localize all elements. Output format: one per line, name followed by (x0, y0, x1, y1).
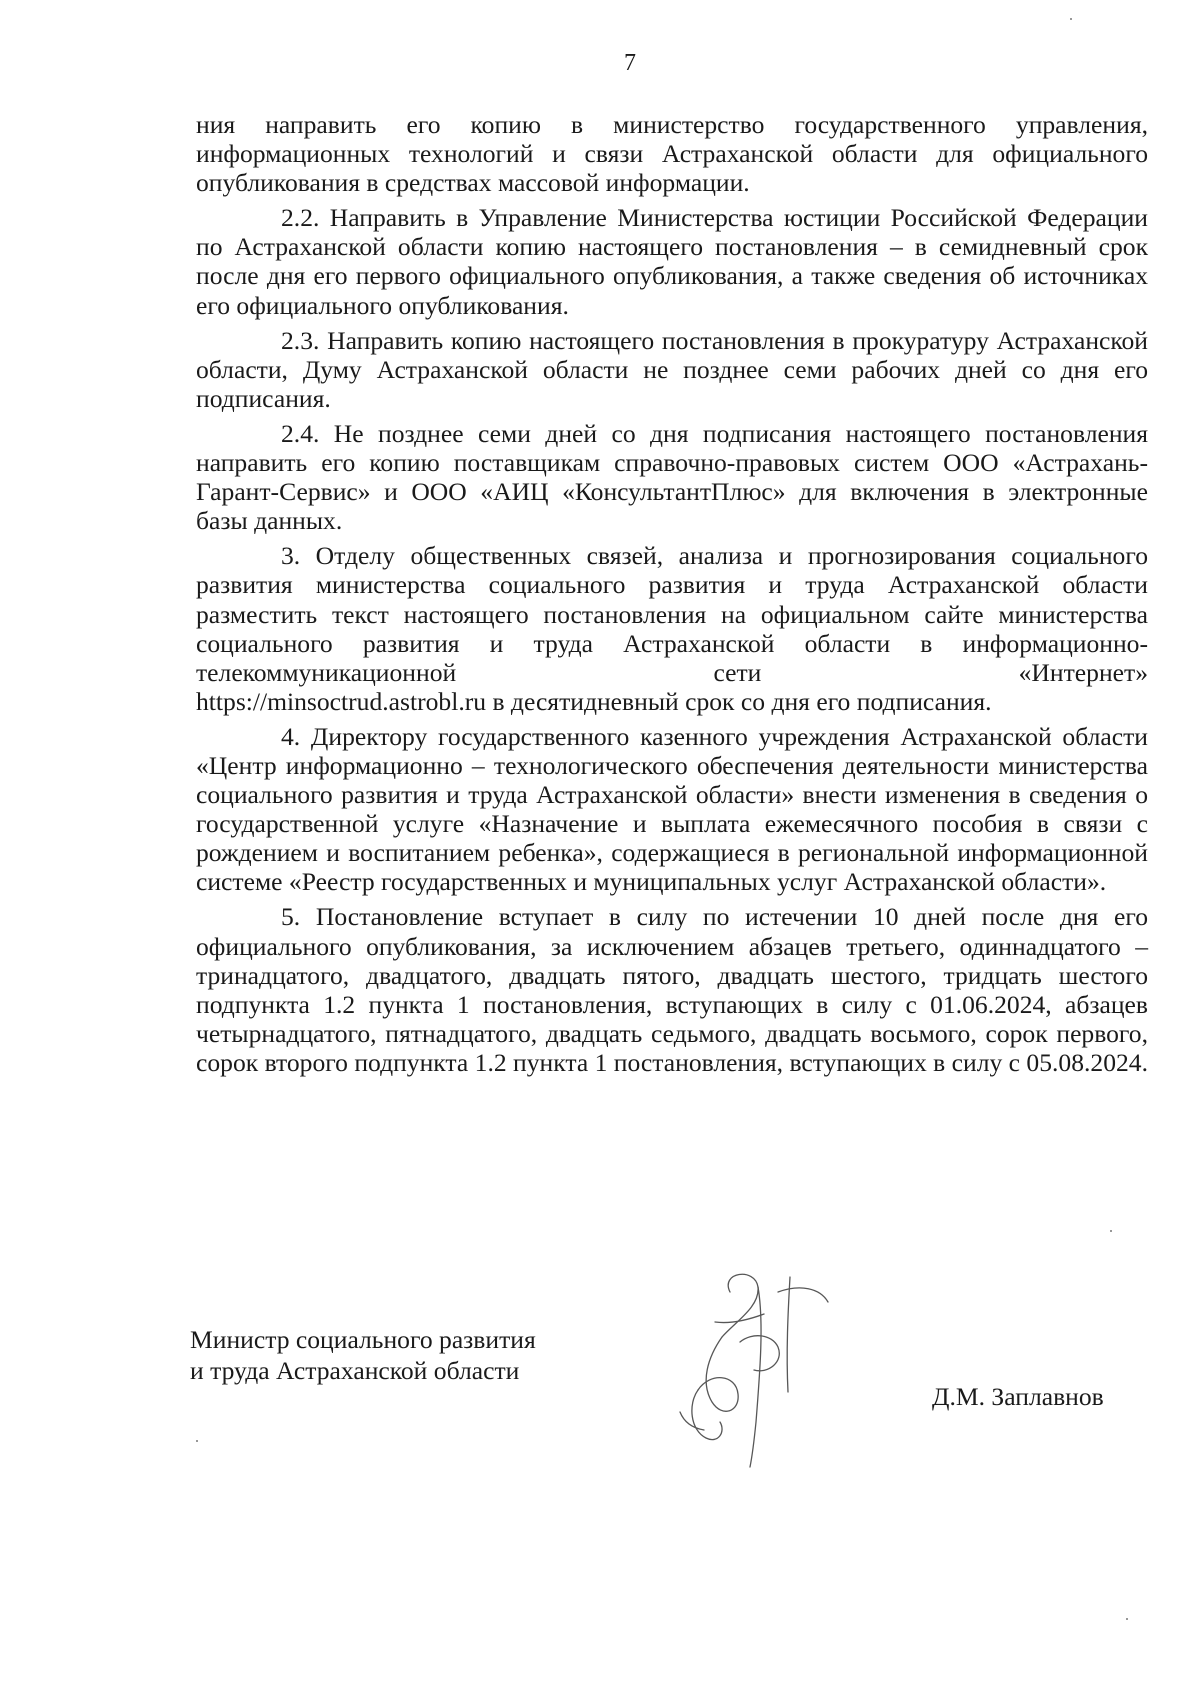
handwritten-signature (660, 1262, 840, 1472)
scan-speck (1110, 1230, 1112, 1232)
paragraph-5: 5. Постановление вступает в силу по истечении 10 дней после дня его официального опубликования, за исключением абзацев третьего, одиннадцатого – тринадцатого, двадцатого, двадцать пятого, двадцать шестого, тридцать шестого подпункта 1.2 пункта 1 постановления, вступающих в силу с 01.06.2024, абзацев четырнадцатого, пятнадцатого, двадцать седьмого, двадцать восьмого, сорок первого, сорок второго подпункта 1.2 пункта 1 постановления, вступающих в силу с 05.08.2024. (196, 902, 1149, 1077)
paragraph-2-3: 2.3. Направить копию настоящего постановления в прокуратуру Астраханской области, Думу Астраханской области не позднее семи рабочих дней со дня его подписания. (196, 325, 1148, 413)
scan-speck (1126, 1618, 1128, 1620)
signer-name: Д.М. Заплавнов (932, 1382, 1104, 1411)
paragraph-2-4: 2.4. Не позднее семи дней со дня подписания настоящего постановления направить его копию поставщикам справочно-правовых систем ООО «Астрахань-Гарант-Сервис» и ООО «АИЦ «КонсультантПлюс» для включения в электронные базы данных. (196, 418, 1148, 536)
signatory-title-line-1: Министр социального развития (190, 1325, 536, 1354)
scan-speck (196, 1440, 198, 1442)
paragraph-3: 3. Отделу общественных связей, анализа и прогнозирования социального развития министерства социального развития и труда Астраханской области разместить текст настоящего постановления на официальном сайте министерства социального развития и труда Астраханской области в информационно-телекоммуникационной сети «Интернет» (196, 541, 1148, 687)
paragraph-continuation: ния направить его копию в министерство государственного управления, информационных технологий и связи Астраханской области для официального опубликования в средствах массовой информации. (196, 110, 1148, 198)
page-number: 7 (624, 50, 636, 76)
paragraph-2-2: 2.2. Направить в Управление Министерства юстиции Российской Федерации по Астраханской области копию настоящего постановления – в семидневный срок после дня его первого официального опубликования, а также сведения об источниках его официального опубликования. (196, 203, 1148, 320)
signatory-title (190, 1324, 536, 1386)
paragraph-4: 4. Директору государственного казенного учреждения Астраханской области «Центр информационно – технологического обеспечения деятельности министерства социального развития и труда Астраханской области» внести изменения в сведения о государственной услуге «Назначение и выплата ежемесячного пособия в связи с рождением и воспитанием ребенка», содержащиеся в региональной информационной системе «Реестр государственных и муниципальных услуг Астраханской области». (196, 721, 1148, 897)
paragraph-3-url-line: https://minsoctrud.astrobl.ru в десятидневный срок со дня его подписания. (196, 686, 992, 716)
scan-speck (1070, 18, 1072, 20)
document-body (196, 110, 1148, 1077)
signatory-title-line-2: и труда Астраханской области (190, 1356, 520, 1385)
